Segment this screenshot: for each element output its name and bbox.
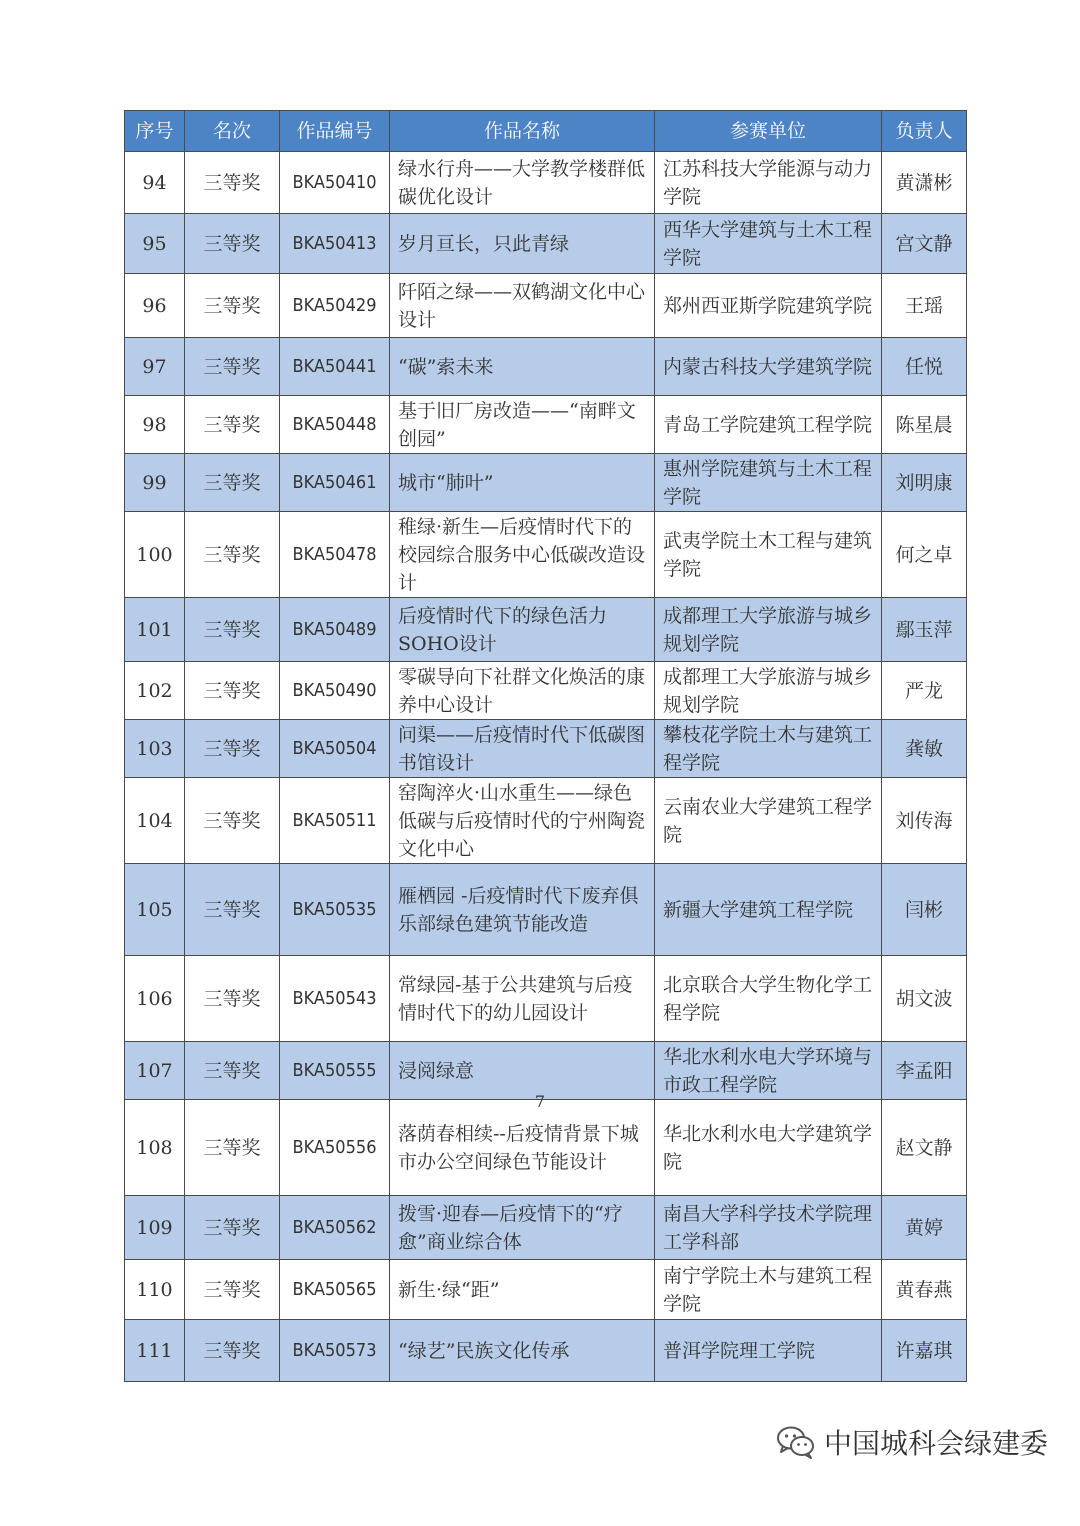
cell-no: 104 xyxy=(125,778,185,864)
cell-leader: 任悦 xyxy=(882,338,967,396)
table-row xyxy=(125,454,967,512)
header-rank: 名次 xyxy=(185,111,280,152)
cell-no: 99 xyxy=(125,454,185,512)
cell-no: 95 xyxy=(125,214,185,274)
cell-no: 108 xyxy=(125,1100,185,1196)
watermark-text: 中国城科会绿建委 xyxy=(824,1427,1049,1460)
page-number: 7 xyxy=(534,1092,546,1111)
cell-rank: 三等奖 xyxy=(185,396,280,454)
table-row xyxy=(125,1100,967,1196)
cell-rank: 三等奖 xyxy=(185,512,280,598)
table-row xyxy=(125,662,967,720)
cell-no: 111 xyxy=(125,1320,185,1382)
header-title: 作品名称 xyxy=(390,111,655,152)
cell-code: BKA50504 xyxy=(280,720,390,778)
cell-leader: 王瑶 xyxy=(882,274,967,338)
cell-rank: 三等奖 xyxy=(185,1320,280,1382)
cell-leader: 龚敏 xyxy=(882,720,967,778)
cell-rank: 三等奖 xyxy=(185,338,280,396)
cell-no: 106 xyxy=(125,956,185,1042)
cell-title: 城市“肺叶” xyxy=(390,454,655,512)
cell-leader: 赵文静 xyxy=(882,1100,967,1196)
cell-no: 103 xyxy=(125,720,185,778)
cell-rank: 三等奖 xyxy=(185,1196,280,1260)
cell-rank: 三等奖 xyxy=(185,152,280,214)
cell-code: BKA50478 xyxy=(280,512,390,598)
cell-code: BKA50413 xyxy=(280,214,390,274)
wechat-icon xyxy=(776,1425,816,1459)
table-row xyxy=(125,1042,967,1100)
table-row xyxy=(125,956,967,1042)
cell-unit: 华北水利水电大学建筑学院 xyxy=(655,1100,882,1196)
cell-code: BKA50489 xyxy=(280,598,390,662)
cell-leader: 李孟阳 xyxy=(882,1042,967,1100)
cell-rank: 三等奖 xyxy=(185,274,280,338)
cell-no: 110 xyxy=(125,1260,185,1320)
cell-code: BKA50448 xyxy=(280,396,390,454)
cell-title: 雁栖园 -后疫情时代下废弃俱乐部绿色建筑节能改造 xyxy=(390,864,655,956)
cell-unit: 武夷学院土木工程与建筑学院 xyxy=(655,512,882,598)
header-no: 序号 xyxy=(125,111,185,152)
cell-code: BKA50562 xyxy=(280,1196,390,1260)
cell-code: BKA50429 xyxy=(280,274,390,338)
cell-title: 问渠——后疫情时代下低碳图书馆设计 xyxy=(390,720,655,778)
header-unit: 参赛单位 xyxy=(655,111,882,152)
cell-title: 常绿园-基于公共建筑与后疫情时代下的幼儿园设计 xyxy=(390,956,655,1042)
cell-title: 浸阅绿意 xyxy=(390,1042,655,1100)
cell-title: 阡陌之绿——双鹤湖文化中心设计 xyxy=(390,274,655,338)
cell-title: 岁月亘长，只此青绿 xyxy=(390,214,655,274)
cell-title: 后疫情时代下的绿色活力SOHO设计 xyxy=(390,598,655,662)
cell-no: 97 xyxy=(125,338,185,396)
cell-leader: 宫文静 xyxy=(882,214,967,274)
cell-rank: 三等奖 xyxy=(185,1100,280,1196)
cell-code: BKA50565 xyxy=(280,1260,390,1320)
cell-code: BKA50543 xyxy=(280,956,390,1042)
cell-unit: 北京联合大学生物化学工程学院 xyxy=(655,956,882,1042)
cell-rank: 三等奖 xyxy=(185,864,280,956)
cell-no: 98 xyxy=(125,396,185,454)
header-code: 作品编号 xyxy=(280,111,390,152)
cell-code: BKA50535 xyxy=(280,864,390,956)
cell-title: 绿水行舟——大学教学楼群低碳优化设计 xyxy=(390,152,655,214)
cell-rank: 三等奖 xyxy=(185,956,280,1042)
table-row xyxy=(125,778,967,864)
cell-title: 基于旧厂房改造——“南畔文创园” xyxy=(390,396,655,454)
table-row xyxy=(125,338,967,396)
cell-code: BKA50441 xyxy=(280,338,390,396)
cell-title: “碳”索未来 xyxy=(390,338,655,396)
cell-title: 零碳导向下社群文化焕活的康养中心设计 xyxy=(390,662,655,720)
cell-unit: 惠州学院建筑与土木工程学院 xyxy=(655,454,882,512)
cell-code: BKA50573 xyxy=(280,1320,390,1382)
cell-no: 102 xyxy=(125,662,185,720)
header-leader: 负责人 xyxy=(882,111,967,152)
cell-code: BKA50511 xyxy=(280,778,390,864)
table-row xyxy=(125,512,967,598)
table-row xyxy=(125,1320,967,1382)
cell-unit: 内蒙古科技大学建筑学院 xyxy=(655,338,882,396)
cell-code: BKA50556 xyxy=(280,1100,390,1196)
cell-title: “绿艺”民族文化传承 xyxy=(390,1320,655,1382)
cell-no: 107 xyxy=(125,1042,185,1100)
cell-leader: 黄春燕 xyxy=(882,1260,967,1320)
cell-code: BKA50490 xyxy=(280,662,390,720)
cell-no: 100 xyxy=(125,512,185,598)
cell-title: 落荫春相续--后疫情背景下城市办公空间绿色节能设计 xyxy=(390,1100,655,1196)
table-row xyxy=(125,1260,967,1320)
cell-rank: 三等奖 xyxy=(185,662,280,720)
cell-leader: 黄潇彬 xyxy=(882,152,967,214)
cell-no: 94 xyxy=(125,152,185,214)
cell-leader: 刘传海 xyxy=(882,778,967,864)
cell-title: 拨雪·迎春—后疫情下的“疗愈”商业综合体 xyxy=(390,1196,655,1260)
cell-leader: 胡文波 xyxy=(882,956,967,1042)
cell-rank: 三等奖 xyxy=(185,454,280,512)
cell-unit: 云南农业大学建筑工程学院 xyxy=(655,778,882,864)
cell-unit: 南昌大学科学技术学院理工学科部 xyxy=(655,1196,882,1260)
table-row xyxy=(125,274,967,338)
table-row xyxy=(125,864,967,956)
table-row xyxy=(125,152,967,214)
cell-leader: 何之卓 xyxy=(882,512,967,598)
cell-unit: 华北水利水电大学环境与市政工程学院 xyxy=(655,1042,882,1100)
cell-title: 窑陶淬火·山水重生——绿色低碳与后疫情时代的宁州陶瓷文化中心 xyxy=(390,778,655,864)
cell-unit: 西华大学建筑与土木工程学院 xyxy=(655,214,882,274)
cell-no: 105 xyxy=(125,864,185,956)
cell-no: 101 xyxy=(125,598,185,662)
cell-unit: 攀枝花学院土木与建筑工程学院 xyxy=(655,720,882,778)
cell-title: 新生·绿“距” xyxy=(390,1260,655,1320)
cell-unit: 江苏科技大学能源与动力学院 xyxy=(655,152,882,214)
cell-leader: 严龙 xyxy=(882,662,967,720)
cell-leader: 陈星晨 xyxy=(882,396,967,454)
cell-unit: 青岛工学院建筑工程学院 xyxy=(655,396,882,454)
cell-rank: 三等奖 xyxy=(185,778,280,864)
cell-no: 96 xyxy=(125,274,185,338)
cell-unit: 新疆大学建筑工程学院 xyxy=(655,864,882,956)
cell-leader: 黄婷 xyxy=(882,1196,967,1260)
cell-code: BKA50555 xyxy=(280,1042,390,1100)
cell-code: BKA50461 xyxy=(280,454,390,512)
watermark xyxy=(776,1422,1048,1462)
table-row xyxy=(125,598,967,662)
table-row xyxy=(125,1196,967,1260)
cell-leader: 闫彬 xyxy=(882,864,967,956)
cell-title: 稚绿·新生—后疫情时代下的校园综合服务中心低碳改造设计 xyxy=(390,512,655,598)
awards-table xyxy=(124,110,967,1382)
cell-code: BKA50410 xyxy=(280,152,390,214)
cell-rank: 三等奖 xyxy=(185,214,280,274)
cell-rank: 三等奖 xyxy=(185,720,280,778)
table-row xyxy=(125,720,967,778)
cell-leader: 刘明康 xyxy=(882,454,967,512)
cell-unit: 普洱学院理工学院 xyxy=(655,1320,882,1382)
cell-rank: 三等奖 xyxy=(185,598,280,662)
table-row xyxy=(125,396,967,454)
cell-unit: 郑州西亚斯学院建筑学院 xyxy=(655,274,882,338)
table-row xyxy=(125,214,967,274)
cell-no: 109 xyxy=(125,1196,185,1260)
table-body xyxy=(125,152,967,1382)
cell-unit: 成都理工大学旅游与城乡规划学院 xyxy=(655,662,882,720)
cell-unit: 南宁学院土木与建筑工程学院 xyxy=(655,1260,882,1320)
cell-rank: 三等奖 xyxy=(185,1260,280,1320)
cell-unit: 成都理工大学旅游与城乡规划学院 xyxy=(655,598,882,662)
cell-rank: 三等奖 xyxy=(185,1042,280,1100)
cell-leader: 许嘉琪 xyxy=(882,1320,967,1382)
cell-leader: 鄢玉萍 xyxy=(882,598,967,662)
table-header xyxy=(125,111,967,152)
